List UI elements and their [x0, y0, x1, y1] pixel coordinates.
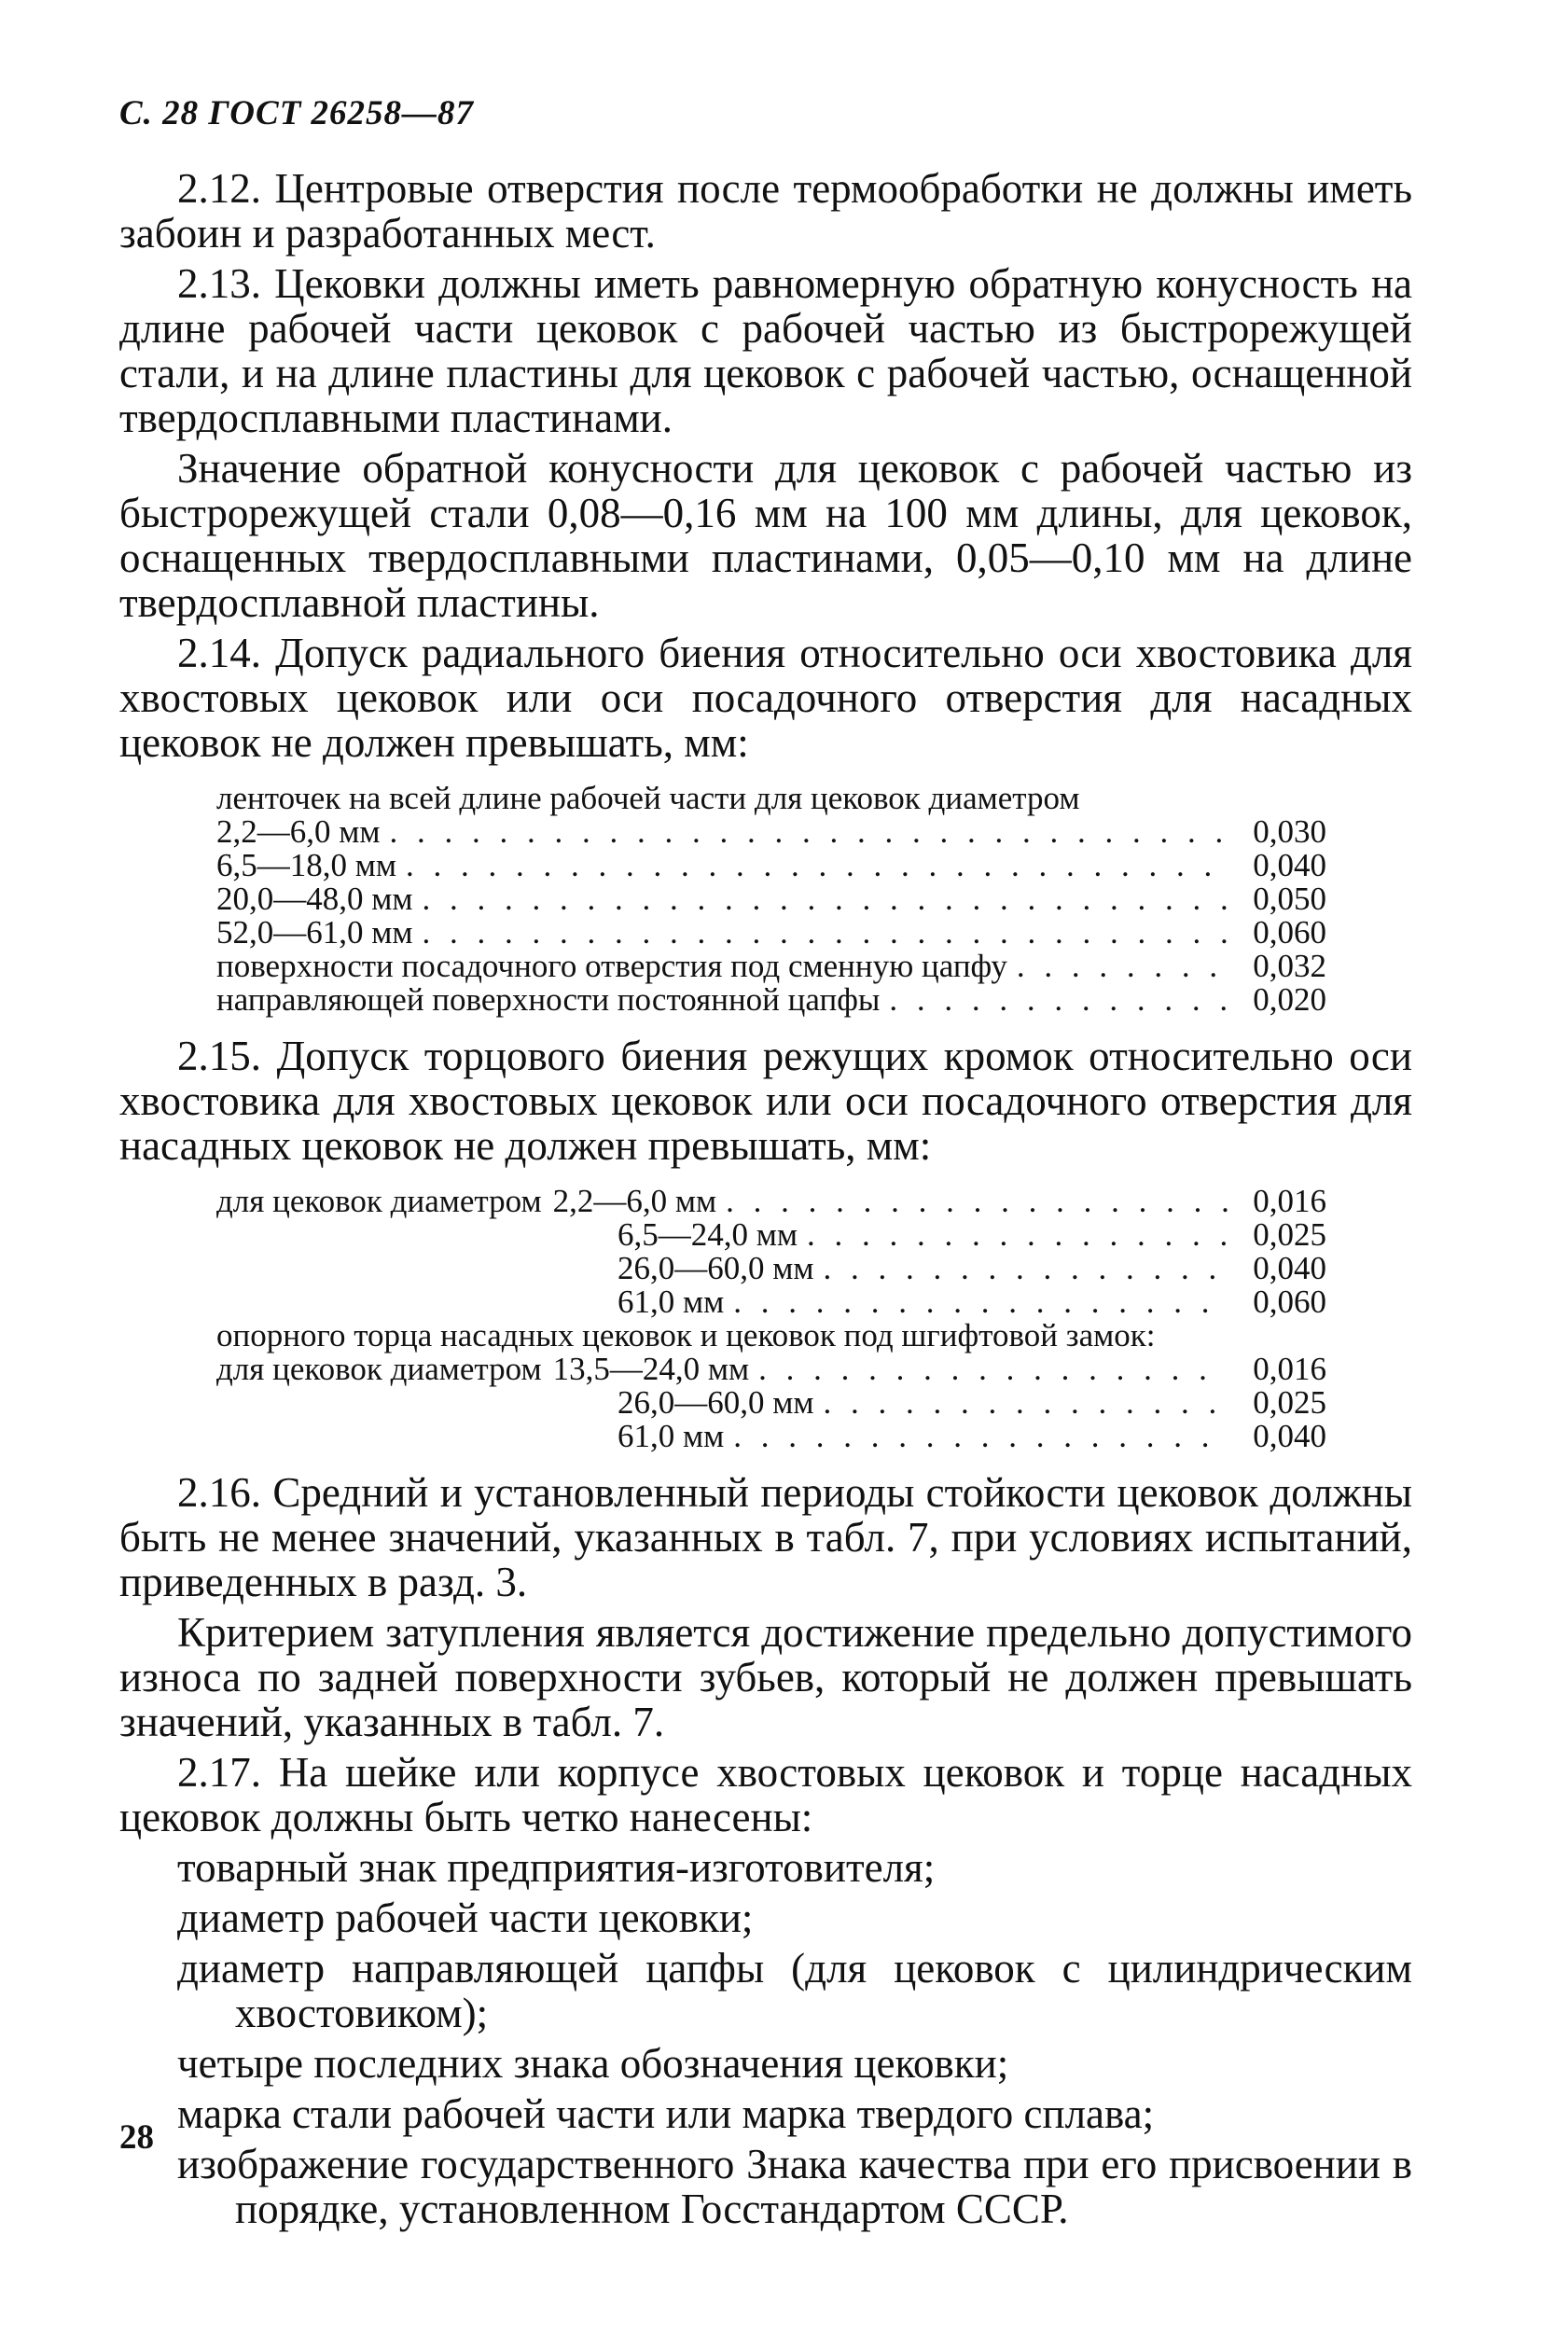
table-row-label: 26,0—60,0 мм [617, 1250, 814, 1286]
table-row [216, 950, 1326, 983]
table-row-label: 6,5—18,0 мм [216, 847, 397, 883]
paragraph-2-17: 2.17. На шейке или корпусе хвостовых цековок и торце насадных цековок должны быть четко нанесены: [119, 1749, 1412, 1840]
table-row [216, 1386, 1326, 1420]
leader-dots [807, 1218, 1228, 1252]
table-row [216, 1285, 1326, 1319]
table-row [216, 1420, 1326, 1453]
paragraph-2-15: 2.15. Допуск торцового биения режущих кромок относительно оси хвостовика для хвостовых цековок или оси посадочного отверстия для насадных цековок не должен превышать, мм: [119, 1033, 1412, 1169]
table-row-value: 0,050 [1253, 881, 1326, 917]
leader-dots [824, 1386, 1228, 1420]
table-row-value: 0,040 [1253, 1250, 1326, 1286]
leader-dots [733, 1285, 1228, 1319]
page-header: С. 28 ГОСТ 26258—87 [119, 94, 475, 132]
table-mid-caption-text: опорного торца насадных цековок и цековок под шгифтовой замок: [216, 1317, 1156, 1353]
table-row [216, 882, 1326, 916]
table-row-value: 0,016 [1253, 1183, 1326, 1219]
list-item: марка стали рабочей части или марка твердого сплава; [177, 2090, 1155, 2137]
table-row [216, 815, 1326, 849]
paragraph-2-13-note: Значение обратной конусности для цековок с рабочей частью из быстрорежущей стали 0,08—0,16 мм на 100 мм длины, для цековок, оснащенных твердосплавными пластинами, 0,05—0,10 мм на длине твердосплавной пластины. [119, 445, 1412, 626]
table-row-value: 0,016 [1253, 1351, 1326, 1387]
page-number: 28 [119, 2118, 154, 2157]
leader-dots [726, 1185, 1228, 1218]
table-row-label: 52,0—61,0 мм [216, 914, 413, 951]
leader-dots [824, 1252, 1228, 1285]
list-item: четыре последних знака обозначения цековки; [177, 2040, 1009, 2087]
table-row-value: 0,025 [1253, 1216, 1326, 1253]
document-body [119, 166, 1412, 2237]
table-row-prefix: для цековок диаметром [216, 1351, 542, 1387]
table-row-value: 0,040 [1253, 1418, 1326, 1454]
table-row [216, 1353, 1326, 1386]
paragraph-2-14: 2.14. Допуск радиального биения относительно оси хвостовика для хвостовых цековок или оси посадочного отверстия для насадных цековок не должен превышать, мм: [119, 630, 1412, 766]
table-row-value: 0,032 [1253, 948, 1326, 984]
tolerance-table-2-14 [216, 782, 1326, 1017]
leader-dots [1017, 950, 1228, 983]
table-row-label: 61,0 мм [617, 1284, 725, 1320]
leader-dots [406, 849, 1228, 882]
list-item: диаметр рабочей части цековки; [177, 1895, 754, 1941]
table-row-label: 20,0—48,0 мм [216, 881, 413, 917]
list-item: товарный знак предприятия-изготовителя; [177, 1844, 936, 1891]
table-row-label: 2,2—6,0 мм [216, 813, 381, 850]
table-mid-caption [216, 1319, 1224, 1353]
table-row-value: 0,040 [1253, 847, 1326, 883]
table-row-label: 2,2—6,0 мм [552, 1183, 717, 1219]
table-row [216, 1252, 1326, 1285]
table-intro [216, 782, 1326, 815]
leader-dots [889, 983, 1228, 1017]
table-row [216, 1185, 1326, 1218]
list-item: изображение государственного Знака качества при его присвоении в порядке, установленном Госстандартом СССР. [177, 2141, 1412, 2232]
leader-dots [390, 815, 1228, 849]
table-row-label: 6,5—24,0 мм [617, 1216, 798, 1253]
table-row [216, 983, 1326, 1017]
leader-dots [423, 882, 1228, 916]
table-row-label: 13,5—24,0 мм [552, 1351, 750, 1387]
table-intro-label: ленточек на всей длине рабочей части для цековок диаметром [216, 780, 1080, 816]
table-row [216, 1218, 1326, 1252]
leader-dots [758, 1353, 1228, 1386]
paragraph-2-16-note: Критерием затупления является достижение предельно допустимого износа по задней поверхности зубьев, который не должен превышать значений, указанных в табл. 7. [119, 1609, 1412, 1745]
table-row [216, 849, 1326, 882]
leader-dots [733, 1420, 1228, 1453]
tolerance-table-2-15 [216, 1185, 1326, 1453]
table-row-prefix: для цековок диаметром [216, 1183, 542, 1219]
table-row-label: 26,0—60,0 мм [617, 1384, 814, 1421]
paragraph-2-12: 2.12. Центровые отверстия после термообработки не должны иметь забоин и разработанных мест. [119, 165, 1412, 257]
table-row-value: 0,060 [1253, 914, 1326, 951]
paragraph-2-13: 2.13. Цековки должны иметь равномерную обратную конусность на длине рабочей части цековок с рабочей частью из быстрорежущей стали, и на длине пластины для цековок с рабочей частью, оснащенной твердосплавными пластинами. [119, 260, 1412, 441]
table-row-label: 61,0 мм [617, 1418, 725, 1454]
list-item: диаметр направляющей цапфы (для цековок с цилиндрическим хвостовиком); [177, 1945, 1412, 2036]
table-row-label: поверхности посадочного отверстия под сменную цапфу [216, 948, 1007, 984]
table-row-value: 0,030 [1253, 813, 1326, 850]
paragraph-2-16: 2.16. Средний и установленный периоды стойкости цековок должны быть не менее значений, указанных в табл. 7, при условиях испытаний, приведенных в разд. 3. [119, 1469, 1412, 1605]
table-row-label: направляющей поверхности постоянной цапфы [216, 981, 881, 1018]
table-row-value: 0,060 [1253, 1284, 1326, 1320]
table-row-value: 0,020 [1253, 981, 1326, 1018]
leader-dots [423, 916, 1228, 950]
table-row-value: 0,025 [1253, 1384, 1326, 1421]
table-row [216, 916, 1326, 950]
